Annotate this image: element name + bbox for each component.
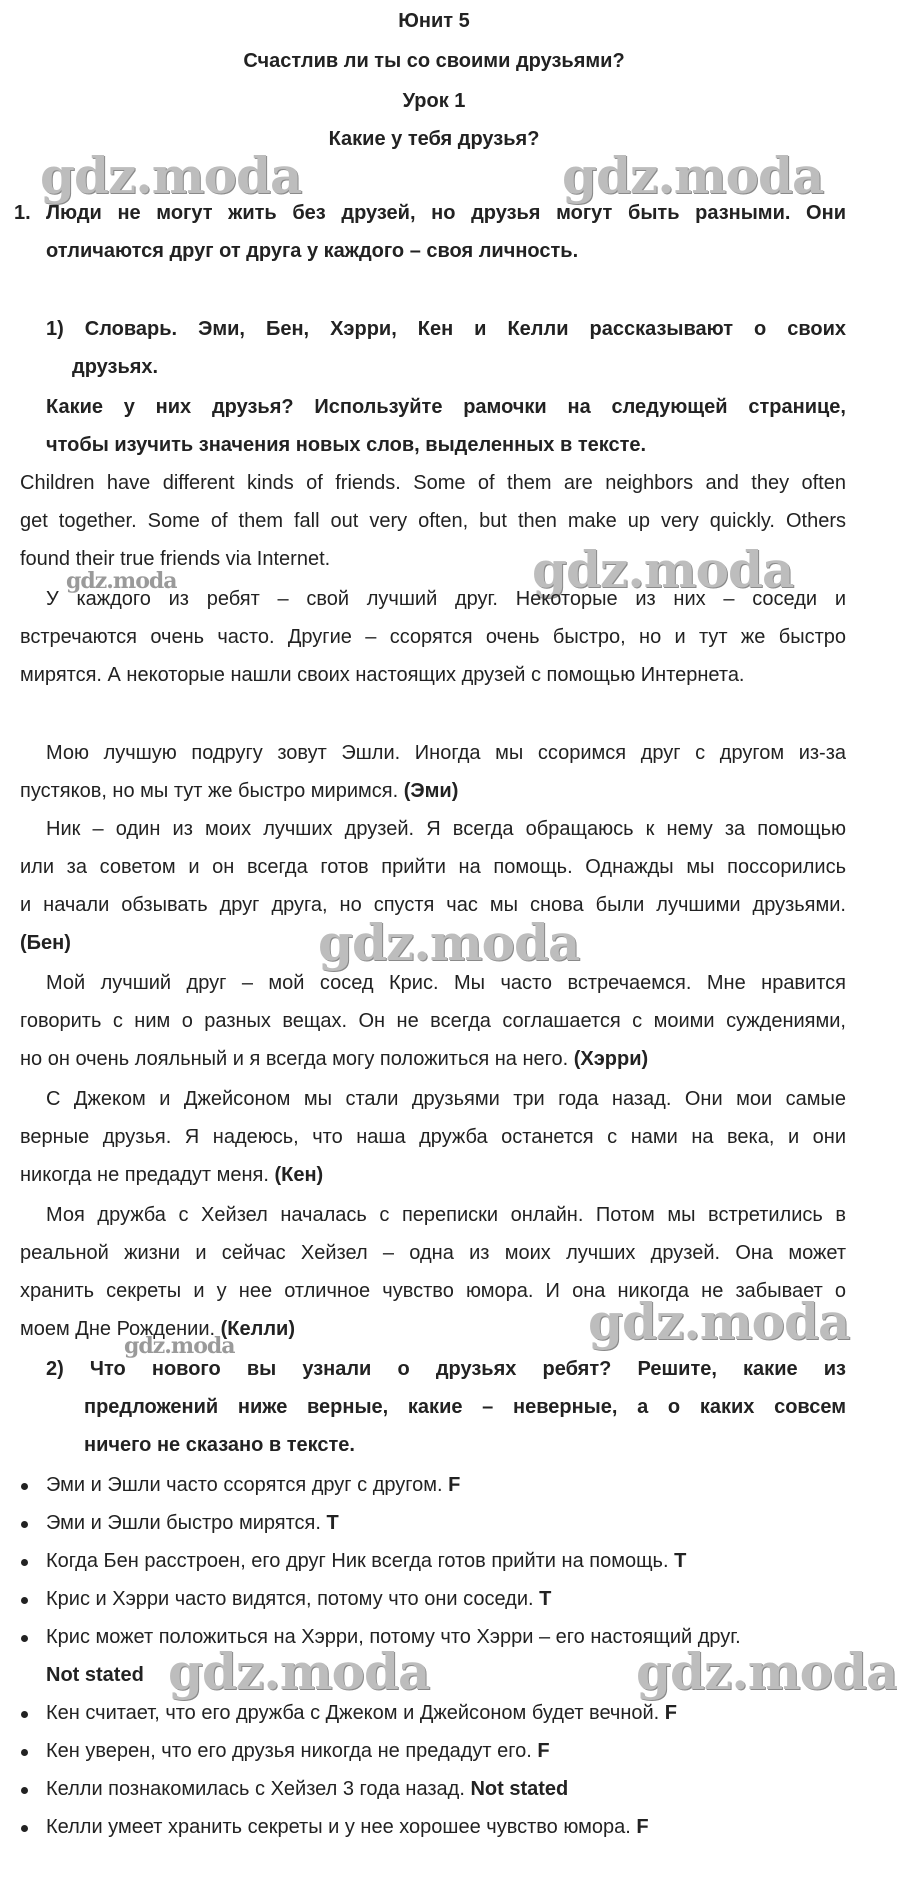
statement-text: Келли познакомилась с Хейзел 3 года назад. [46,1778,465,1800]
statement-item [46,1740,550,1763]
watermark: gdz.moda [318,913,580,972]
emi-text-line: Мою лучшую подругу зовут Эшли. Иногда мы ссоримся друг с другом из-за [46,742,846,764]
ben-text-line: или за советом и он всегда готов прийти на помощь. Однажды мы поссорились [20,856,846,878]
statement-text: Крис и Хэрри часто видятся, потому что они соседи. [46,1588,534,1610]
statement-answer: T [539,1588,552,1610]
statement-answer: T [326,1512,339,1534]
speaker-name: (Бен) [20,932,71,954]
kelly-text-line: реальной жизни и сейчас Хейзел – одна из моих лучших друзей. Она может [20,1242,846,1264]
lesson-heading: Урок 1 [402,90,466,112]
bullet-icon [21,1825,28,1832]
statement-text: Келли умеет хранить секреты и у нее хорошее чувство юмора. [46,1816,631,1838]
task-text-line: Люди не могут жить без друзей, но друзья могут быть разными. Они [46,202,846,224]
ben-text-line: и начали обзывать друг друга, но спустя час мы снова были лучшими друзьями. [20,894,846,916]
kelly-text-line: хранить секреты и у нее отличное чувство юмора. И она никогда не забывает о [20,1280,846,1302]
statement-text: Крис может положиться на Хэрри, потому что Хэрри – его настоящий друг. [46,1626,741,1648]
unit-heading: Юнит 5 [398,10,470,32]
english-text-line: found their true friends via Internet. [20,548,331,570]
watermark: gdz.moda [40,146,302,205]
english-text-line: get together. Some of them fall out very often, but then make up very quickly. Others [20,510,846,532]
harry-text-line: Мой лучший друг – мой сосед Крис. Мы часто встречаемся. Мне нравится [46,972,846,994]
subtask-text-line: чтобы изучить значения новых слов, выделенных в тексте. [46,434,647,456]
statement-answer: T [674,1550,687,1572]
translation-text-line: мирятся. А некоторые нашли своих настоящих друзей с помощью Интернета. [20,664,745,686]
bullet-icon [21,1787,28,1794]
statement-item [46,1550,686,1573]
watermark: gdz.moda [588,1292,850,1351]
subtask-text-line: 1) Словарь. Эми, Бен, Хэрри, Кен и Келли рассказывают о своих [46,318,846,340]
statement-item [46,1588,551,1611]
watermark: gdz.moda [168,1642,430,1701]
statement-text: Эми и Эшли часто ссорятся друг с другом. [46,1474,443,1496]
harry-text-line: но он очень лояльный и я всегда могу положиться на него. (Хэрри) [20,1048,649,1070]
lesson-title: Какие у тебя друзья? [328,128,540,150]
statement-item [46,1512,339,1535]
bullet-icon [21,1559,28,1566]
watermark: gdz.moda [562,146,824,205]
statement-answer: F [448,1474,461,1496]
speaker-name: (Кен) [274,1164,324,1186]
bullet-icon [21,1597,28,1604]
subtask-text-line: ничего не сказано в тексте. [84,1434,355,1456]
statement-answer: F [537,1740,550,1762]
subtask-text-line: 2) Что нового вы узнали о друзьях ребят? Решите, какие из [46,1358,846,1380]
watermark: gdz.moda [532,540,794,599]
watermark: gdz.moda [66,568,177,594]
watermark: gdz.moda [124,1333,235,1359]
subtask-text-line: друзьях. [72,356,159,378]
statement-text: Когда Бен расстроен, его друг Ник всегда готов прийти на помощь. [46,1550,669,1572]
kelly-text-line: моем Дне Рождении. (Келли) [20,1318,295,1340]
ben-text-line: Ник – один из моих лучших друзей. Я всегда обращаюсь к нему за помощью [46,818,846,840]
subtask-text-line: Какие у них друзья? Используйте рамочки на следующей странице, [46,396,846,418]
emi-text-line: пустяков, но мы тут же быстро миримся. (Эми) [20,780,459,802]
kelly-text-line: Моя дружба с Хейзел началась с переписки онлайн. Потом мы встретились в [46,1204,846,1226]
translation-text-line: У каждого из ребят – свой лучший друг. Некоторые из них – соседи и [46,588,846,610]
statement-answer: F [664,1702,678,1724]
ken-text-line: верные друзья. Я надеюсь, что наша дружба останется с нами на века, и они [20,1126,846,1148]
statement-answer: Not stated [46,1664,144,1686]
statement-answer: Not stated [470,1778,569,1800]
bullet-icon [21,1635,28,1642]
statement-item [46,1474,460,1497]
statement-answer-line [46,1664,144,1687]
subtask-text-line: предложений ниже верные, какие – неверные, а о каких совсем [84,1396,846,1418]
bullet-icon [21,1711,28,1718]
harry-text-line: говорить с ним о разных вещах. Он не всегда соглашается с моими суждениями, [20,1010,846,1032]
statement-text: Эми и Эшли быстро мирятся. [46,1512,321,1534]
translation-text-line: встречаются очень часто. Другие – ссорятся очень быстро, но и тут же быстро [20,626,846,648]
statement-item [46,1626,741,1649]
speaker-name: (Келли) [220,1318,295,1340]
bullet-icon [21,1749,28,1756]
statement-item [46,1778,568,1801]
statement-item [46,1816,649,1839]
statement-text: Кен считает, что его дружба с Джеком и Джейсоном будет вечной. [46,1702,660,1724]
ken-text-line: С Джеком и Джейсоном мы стали друзьями три года назад. Они мои самые [46,1088,846,1110]
speaker-name: (Эми) [403,780,459,802]
watermark: gdz.moda [636,1642,897,1701]
bullet-icon [21,1521,28,1528]
speaker-name: (Хэрри) [573,1048,649,1070]
task-number: 1. [14,202,31,224]
task-text-line: отличаются друг от друга у каждого – своя личность. [46,240,579,262]
unit-title: Счастлив ли ты со своими друзьями? [243,50,625,72]
bullet-icon [21,1483,28,1490]
english-text-line: Children have different kinds of friends. Some of them are neighbors and they often [20,472,846,494]
statement-answer: F [636,1816,649,1838]
statement-text: Кен уверен, что его друзья никогда не предадут его. [46,1740,532,1762]
statement-item [46,1702,677,1725]
ken-text-line: никогда не предадут меня. (Кен) [20,1164,324,1186]
